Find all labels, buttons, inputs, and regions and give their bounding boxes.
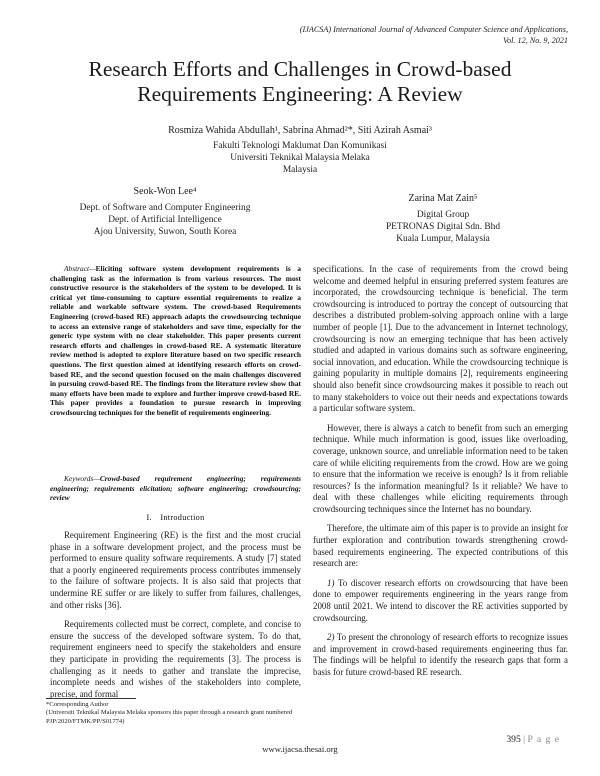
item-text: To discover research efforts on crowdsourcing that have been done to empower requirements engineering in the years range from 2008 until 2021. We intend to discover the RE activities supported by crowdsourcing. bbox=[313, 577, 568, 623]
journal-name: (IJACSA) International Journal of Advanced Computer Science and Applications, bbox=[299, 25, 568, 34]
body-paragraph: specifications. In the case of requirements from the crowd being welcome and deemed helpful in ensuring preferred system features are incorporated, the crowdsourcing technique is beneficial. The term crowdsourcing is introduced to portray the concept of outsourcing that describes a distributed problem-solving approach online with a large number of people [1]. Due to the advancement in Internet technology, crowdsourcing is now an emerging technique that has been actively studied and adapted in various domains such as software engineering, social innovation, and education. While the crowdsourcing technique is gaining popularity in multiple domains [2], requirements engineering should also benefit since crowdsourcing makes it possible to reach out to many stakeholders to voice out their needs and expectations towards a particular software system. bbox=[313, 264, 568, 414]
section-heading: I. Introduction bbox=[146, 513, 205, 522]
title-line-1: Research Efforts and Challenges in Crowd-based bbox=[88, 57, 512, 81]
affiliation-line: Universiti Teknikal Malaysia Melaka bbox=[230, 153, 370, 163]
body-paragraph: Requirements collected must be correct, complete, and concise to ensure the success of the developed software system. To do that, requirement engineers need to specify the stakeholders and ensure they participate in providing the requirements [3]. The process is challenging as it needs to gather and translate the imprecise, incomplete needs and wishes of the stakeholders into complete, precise, and formal bbox=[50, 619, 301, 699]
author-block-top bbox=[50, 125, 550, 176]
journal-header bbox=[188, 25, 568, 46]
paper-title bbox=[40, 57, 560, 107]
body-paragraph: Therefore, the ultimate aim of this paper is to provide an insight for further exploration and contribution towards strengthening crowd-based requirements engineering. The expected contributions of this research are: bbox=[313, 523, 568, 569]
keywords-text: Crowd-based requirement engineering; requirements engineering; requirements elicitation; software engineering; crowdsourcing; review bbox=[50, 474, 301, 503]
abstract bbox=[50, 264, 301, 418]
affiliation-line: Dept. of Software and Computer Engineering bbox=[79, 203, 251, 213]
affiliation-line: Malaysia bbox=[282, 165, 318, 175]
page-number-value: 395 bbox=[506, 734, 521, 745]
affiliation-line: Ajou University, Suwon, South Korea bbox=[93, 227, 237, 237]
affiliation-line: Digital Group bbox=[416, 210, 470, 220]
author-block-left bbox=[40, 186, 290, 238]
journal-volume: Vol. 12, No. 9, 2021 bbox=[502, 35, 568, 45]
author-block-right bbox=[318, 193, 568, 245]
footnote-line: (Universiti Teknikal Malaysia Melaka sponsors this paper through a research grant numbered PJP/2020/FTMK/PP/S01774) bbox=[46, 709, 293, 725]
contribution-item bbox=[313, 632, 568, 678]
footnote-rule bbox=[46, 698, 136, 699]
body-paragraph: Requirement Engineering (RE) is the first and the most crucial phase in a software development project, and the process must be performed to ensure quality software requirements. A study [7] stated that a poorly engineered requirements process contributes immensely to the failure of software projects. It is also said that projects that undermine RE suffer or are likely to suffer from failures, challenges, and other risks [36]. bbox=[50, 530, 301, 610]
keywords bbox=[50, 474, 301, 503]
page-label: P a g e bbox=[527, 734, 560, 745]
page-divider: | bbox=[523, 734, 526, 745]
title-line-2: Requirements Engineering: A Review bbox=[137, 82, 463, 106]
affiliation-line: Kuala Lumpur, Malaysia bbox=[396, 234, 490, 244]
contribution-item bbox=[313, 578, 568, 624]
affiliation-line: PETRONAS Digital Sdn. Bhd bbox=[385, 222, 501, 232]
body-paragraph: However, there is always a catch to benefit from such an emerging technique. While much information is good, issues like overloading, coverage, unknown source, and unreliable information need to be taken care of while eliciting requirements from the crowd. How are we going to ensure that the information we receive is enough? Is it from reliable resources? Is the information meaningful? Is it reliable? We have to deal with these challenges while eliciting requirements through crowdsourcing techniques since the Internet has no boundary. bbox=[313, 422, 568, 514]
footer-url[interactable]: www.ijacsa.thesai.org bbox=[262, 744, 338, 754]
right-column-body bbox=[313, 264, 568, 687]
abstract-text: Eliciting software system development requirements is a challenging task as the information is from various resources. The most constructive resource is the stakeholders of the system to be developed. It is critical yet time-consuming to capture essential requirements to realize a reliable and workable software system. The crowd-based Requirements Engineering (crowd-based RE) approach adapts the crowdsourcing technique to access an extensive range of stakeholders and save time, especially for the generic type system with no clear stakeholder. This paper presents current research efforts and challenges in crowd-based RE. A systematic literature review method is adopted to explore literature based on two specific research questions. The first question aimed at identifying research efforts on crowd-based RE, and the second question focused on the main challenges discovered in pursuing crowd-based RE. The findings from the literature review show that many efforts have been made to explore and further improve crowd-based RE. This paper provides a foundation to pursue research in improving crowdsourcing techniques for the benefit of requirements engineering. bbox=[50, 264, 301, 417]
author-names: Rosmiza Wahida Abdullah¹, Sabrina Ahmad²*, Siti Azirah Asmai³ bbox=[168, 125, 432, 136]
affiliation-line: Dept. of Artificial Intelligence bbox=[108, 215, 222, 225]
item-number: 1) bbox=[327, 577, 335, 588]
item-text: To present the chronology of research efforts to recognize issues and improvement in crowd-based requirements engineering thus far. The findings will be helpful to identify the research gaps that form a basis for future crowd-based RE research. bbox=[313, 632, 569, 677]
keywords-label: Keywords— bbox=[64, 474, 100, 483]
footnote-line: *Corresponding Author bbox=[46, 701, 109, 708]
abstract-label: Abstract— bbox=[64, 264, 96, 273]
affiliation-line: Fakulti Teknologi Maklumat Dan Komunikasi bbox=[213, 141, 387, 151]
author-name: Seok-Won Lee⁴ bbox=[133, 186, 197, 197]
footnote bbox=[46, 701, 306, 726]
left-column-body bbox=[50, 530, 301, 708]
author-name: Zarina Mat Zain⁵ bbox=[408, 193, 478, 204]
item-number: 2) bbox=[327, 632, 335, 643]
